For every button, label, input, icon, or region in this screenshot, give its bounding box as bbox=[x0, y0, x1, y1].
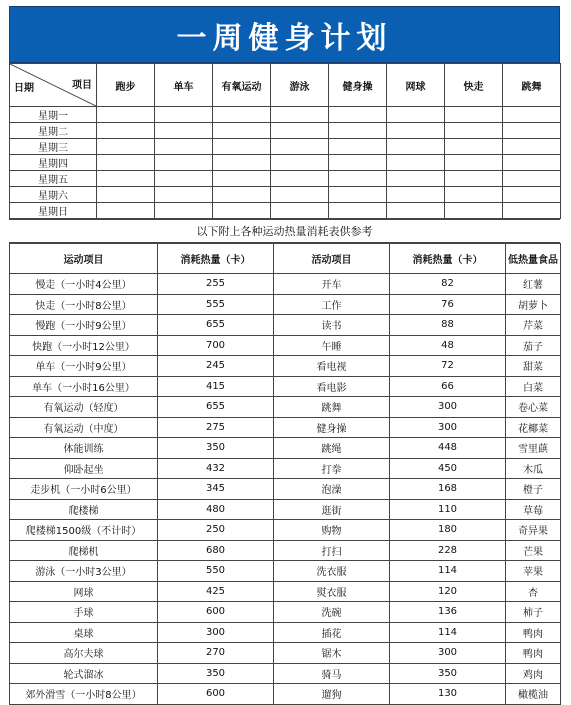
table-cell: 350 bbox=[158, 663, 274, 684]
plan-cell[interactable] bbox=[445, 171, 503, 187]
table-cell: 仰卧起坐 bbox=[10, 458, 158, 479]
table-cell: 跳绳 bbox=[274, 438, 390, 459]
day-label: 星期四 bbox=[10, 155, 97, 171]
table-cell: 555 bbox=[158, 294, 274, 315]
calorie-column-header: 运动项目 bbox=[10, 244, 158, 274]
table-cell: 卷心菜 bbox=[506, 397, 561, 418]
plan-column-header: 游泳 bbox=[271, 64, 329, 107]
table-row bbox=[10, 274, 561, 295]
table-cell: 275 bbox=[158, 417, 274, 438]
table-cell: 鸭肉 bbox=[506, 643, 561, 664]
table-cell: 168 bbox=[390, 479, 506, 500]
table-cell: 开车 bbox=[274, 274, 390, 295]
plan-cell[interactable] bbox=[445, 155, 503, 171]
table-cell: 高尔夫球 bbox=[10, 643, 158, 664]
plan-cell[interactable] bbox=[155, 155, 213, 171]
table-cell: 655 bbox=[158, 315, 274, 336]
table-cell: 桌球 bbox=[10, 622, 158, 643]
table-cell: 熨衣服 bbox=[274, 581, 390, 602]
plan-cell[interactable] bbox=[97, 123, 155, 139]
plan-cell[interactable] bbox=[445, 187, 503, 203]
plan-column-header: 快走 bbox=[445, 64, 503, 107]
table-cell: 114 bbox=[390, 622, 506, 643]
plan-cell[interactable] bbox=[97, 155, 155, 171]
table-cell: 114 bbox=[390, 561, 506, 582]
table-cell: 鸡肉 bbox=[506, 663, 561, 684]
table-cell: 600 bbox=[158, 602, 274, 623]
plan-cell[interactable] bbox=[271, 187, 329, 203]
plan-cell[interactable] bbox=[503, 203, 561, 219]
table-cell: 300 bbox=[390, 397, 506, 418]
plan-cell[interactable] bbox=[271, 155, 329, 171]
table-cell: 手球 bbox=[10, 602, 158, 623]
table-row bbox=[10, 581, 561, 602]
table-cell: 奇异果 bbox=[506, 520, 561, 541]
plan-cell[interactable] bbox=[329, 155, 387, 171]
table-row bbox=[10, 499, 561, 520]
table-cell: 爬梯机 bbox=[10, 540, 158, 561]
table-row bbox=[10, 561, 561, 582]
table-cell: 读书 bbox=[274, 315, 390, 336]
table-cell: 700 bbox=[158, 335, 274, 356]
day-label: 星期六 bbox=[10, 187, 97, 203]
fitness-plan-sheet bbox=[9, 6, 560, 705]
table-cell: 跳舞 bbox=[274, 397, 390, 418]
table-cell: 轮式溜冰 bbox=[10, 663, 158, 684]
plan-cell[interactable] bbox=[155, 107, 213, 123]
table-cell: 鸭肉 bbox=[506, 622, 561, 643]
table-row bbox=[10, 438, 561, 459]
plan-cell[interactable] bbox=[213, 203, 271, 219]
table-cell: 350 bbox=[390, 663, 506, 684]
plan-cell[interactable] bbox=[97, 107, 155, 123]
table-cell: 655 bbox=[158, 397, 274, 418]
table-cell: 72 bbox=[390, 356, 506, 377]
plan-cell[interactable] bbox=[271, 203, 329, 219]
table-cell: 白菜 bbox=[506, 376, 561, 397]
table-cell: 苹果 bbox=[506, 561, 561, 582]
table-row bbox=[10, 602, 561, 623]
plan-cell[interactable] bbox=[387, 139, 445, 155]
table-cell: 432 bbox=[158, 458, 274, 479]
table-cell: 130 bbox=[390, 684, 506, 705]
table-cell: 180 bbox=[390, 520, 506, 541]
table-cell: 茄子 bbox=[506, 335, 561, 356]
table-row bbox=[10, 458, 561, 479]
table-cell: 逛街 bbox=[274, 499, 390, 520]
table-cell: 花椰菜 bbox=[506, 417, 561, 438]
table-cell: 有氧运动（中度） bbox=[10, 417, 158, 438]
table-cell: 看电影 bbox=[274, 376, 390, 397]
table-cell: 245 bbox=[158, 356, 274, 377]
table-row bbox=[10, 315, 561, 336]
table-cell: 体能训练 bbox=[10, 438, 158, 459]
table-cell: 柿子 bbox=[506, 602, 561, 623]
table-cell: 单车（一小时9公里） bbox=[10, 356, 158, 377]
table-cell: 洗碗 bbox=[274, 602, 390, 623]
plan-cell[interactable] bbox=[271, 107, 329, 123]
reference-note: 以下附上各种运动热量消耗表供参考 bbox=[9, 220, 560, 243]
note-table bbox=[9, 219, 560, 243]
table-cell: 255 bbox=[158, 274, 274, 295]
plan-cell[interactable] bbox=[445, 107, 503, 123]
table-cell: 慢走（一小时4公里） bbox=[10, 274, 158, 295]
plan-cell[interactable] bbox=[271, 123, 329, 139]
table-cell: 快走（一小时8公里） bbox=[10, 294, 158, 315]
plan-header-row bbox=[10, 64, 561, 107]
table-cell: 橙子 bbox=[506, 479, 561, 500]
table-cell: 芹菜 bbox=[506, 315, 561, 336]
table-cell: 425 bbox=[158, 581, 274, 602]
calorie-table bbox=[9, 243, 561, 705]
table-row bbox=[10, 335, 561, 356]
day-label: 星期三 bbox=[10, 139, 97, 155]
plan-cell[interactable] bbox=[213, 123, 271, 139]
plan-cell[interactable] bbox=[387, 171, 445, 187]
plan-cell[interactable] bbox=[329, 123, 387, 139]
corner-header-cell bbox=[10, 64, 97, 107]
table-cell: 66 bbox=[390, 376, 506, 397]
table-cell: 450 bbox=[390, 458, 506, 479]
plan-cell[interactable] bbox=[97, 187, 155, 203]
table-row bbox=[10, 417, 561, 438]
table-cell: 480 bbox=[158, 499, 274, 520]
plan-cell[interactable] bbox=[445, 139, 503, 155]
plan-day-row bbox=[10, 187, 561, 203]
calorie-column-header: 活动项目 bbox=[274, 244, 390, 274]
plan-column-header: 跳舞 bbox=[503, 64, 561, 107]
plan-cell[interactable] bbox=[271, 139, 329, 155]
table-cell: 购物 bbox=[274, 520, 390, 541]
table-cell: 工作 bbox=[274, 294, 390, 315]
plan-day-row bbox=[10, 123, 561, 139]
table-cell: 红薯 bbox=[506, 274, 561, 295]
table-cell: 600 bbox=[158, 684, 274, 705]
table-cell: 午睡 bbox=[274, 335, 390, 356]
table-row bbox=[10, 663, 561, 684]
plan-cell[interactable] bbox=[329, 203, 387, 219]
table-cell: 有氧运动（轻度） bbox=[10, 397, 158, 418]
table-cell: 82 bbox=[390, 274, 506, 295]
calorie-column-header: 消耗热量（卡） bbox=[158, 244, 274, 274]
table-cell: 木瓜 bbox=[506, 458, 561, 479]
plan-cell[interactable] bbox=[503, 155, 561, 171]
plan-cell[interactable] bbox=[387, 123, 445, 139]
plan-cell[interactable] bbox=[503, 187, 561, 203]
plan-cell[interactable] bbox=[387, 203, 445, 219]
plan-cell[interactable] bbox=[155, 187, 213, 203]
table-cell: 88 bbox=[390, 315, 506, 336]
table-cell: 慢跑（一小时9公里） bbox=[10, 315, 158, 336]
table-cell: 骑马 bbox=[274, 663, 390, 684]
table-row bbox=[10, 397, 561, 418]
table-cell: 爬楼梯 bbox=[10, 499, 158, 520]
table-cell: 遛狗 bbox=[274, 684, 390, 705]
plan-day-row bbox=[10, 203, 561, 219]
plan-cell[interactable] bbox=[155, 203, 213, 219]
plan-cell[interactable] bbox=[155, 139, 213, 155]
table-cell: 单车（一小时16公里） bbox=[10, 376, 158, 397]
table-cell: 打扫 bbox=[274, 540, 390, 561]
table-cell: 448 bbox=[390, 438, 506, 459]
table-cell: 健身操 bbox=[274, 417, 390, 438]
table-cell: 走步机（一小时6公里） bbox=[10, 479, 158, 500]
plan-cell[interactable] bbox=[155, 171, 213, 187]
plan-cell[interactable] bbox=[503, 107, 561, 123]
plan-cell[interactable] bbox=[271, 171, 329, 187]
table-row bbox=[10, 356, 561, 377]
day-label: 星期一 bbox=[10, 107, 97, 123]
table-cell: 洗衣服 bbox=[274, 561, 390, 582]
table-cell: 爬楼梯1500级（不计时） bbox=[10, 520, 158, 541]
table-cell: 网球 bbox=[10, 581, 158, 602]
plan-column-header: 网球 bbox=[387, 64, 445, 107]
plan-cell[interactable] bbox=[213, 139, 271, 155]
title-banner bbox=[9, 6, 560, 63]
plan-cell[interactable] bbox=[503, 123, 561, 139]
plan-day-row bbox=[10, 139, 561, 155]
day-label: 星期五 bbox=[10, 171, 97, 187]
plan-cell[interactable] bbox=[445, 203, 503, 219]
table-cell: 胡萝卜 bbox=[506, 294, 561, 315]
table-cell: 136 bbox=[390, 602, 506, 623]
table-row bbox=[10, 294, 561, 315]
table-row bbox=[10, 479, 561, 500]
plan-cell[interactable] bbox=[329, 171, 387, 187]
day-label: 星期日 bbox=[10, 203, 97, 219]
plan-cell[interactable] bbox=[387, 107, 445, 123]
table-cell: 雪里蕻 bbox=[506, 438, 561, 459]
plan-cell[interactable] bbox=[503, 171, 561, 187]
table-cell: 郊外滑雪（一小时8公里） bbox=[10, 684, 158, 705]
table-cell: 250 bbox=[158, 520, 274, 541]
table-cell: 泡澡 bbox=[274, 479, 390, 500]
table-cell: 杏 bbox=[506, 581, 561, 602]
table-row bbox=[10, 520, 561, 541]
table-cell: 锯木 bbox=[274, 643, 390, 664]
plan-cell[interactable] bbox=[213, 171, 271, 187]
plan-cell[interactable] bbox=[97, 171, 155, 187]
table-row bbox=[10, 540, 561, 561]
table-cell: 插花 bbox=[274, 622, 390, 643]
plan-cell[interactable] bbox=[155, 123, 213, 139]
plan-cell[interactable] bbox=[329, 139, 387, 155]
plan-cell[interactable] bbox=[213, 107, 271, 123]
plan-cell[interactable] bbox=[213, 155, 271, 171]
corner-date-label: 日期 bbox=[14, 83, 34, 94]
table-cell: 快跑（一小时12公里） bbox=[10, 335, 158, 356]
table-cell: 草莓 bbox=[506, 499, 561, 520]
table-cell: 228 bbox=[390, 540, 506, 561]
plan-cell[interactable] bbox=[213, 187, 271, 203]
plan-cell[interactable] bbox=[97, 139, 155, 155]
table-cell: 415 bbox=[158, 376, 274, 397]
table-row bbox=[10, 643, 561, 664]
plan-column-header: 跑步 bbox=[97, 64, 155, 107]
plan-cell[interactable] bbox=[503, 139, 561, 155]
day-label: 星期二 bbox=[10, 123, 97, 139]
plan-cell[interactable] bbox=[97, 203, 155, 219]
plan-cell[interactable] bbox=[329, 107, 387, 123]
corner-item-label: 项目 bbox=[72, 80, 92, 91]
plan-cell[interactable] bbox=[387, 187, 445, 203]
table-cell: 550 bbox=[158, 561, 274, 582]
plan-cell[interactable] bbox=[329, 187, 387, 203]
table-cell: 270 bbox=[158, 643, 274, 664]
plan-cell[interactable] bbox=[387, 155, 445, 171]
table-cell: 300 bbox=[158, 622, 274, 643]
calorie-column-header: 消耗热量（卡） bbox=[390, 244, 506, 274]
table-row bbox=[10, 376, 561, 397]
plan-column-header: 健身操 bbox=[329, 64, 387, 107]
table-cell: 350 bbox=[158, 438, 274, 459]
plan-column-header: 单车 bbox=[155, 64, 213, 107]
table-cell: 110 bbox=[390, 499, 506, 520]
plan-day-row bbox=[10, 155, 561, 171]
table-cell: 甜菜 bbox=[506, 356, 561, 377]
table-cell: 120 bbox=[390, 581, 506, 602]
page-title: 一周健身计划 bbox=[176, 20, 393, 56]
calorie-column-header: 低热量食品 bbox=[506, 244, 561, 274]
table-cell: 345 bbox=[158, 479, 274, 500]
weekly-plan-table bbox=[9, 63, 561, 219]
plan-day-row bbox=[10, 107, 561, 123]
table-cell: 游泳（一小时3公里） bbox=[10, 561, 158, 582]
table-cell: 300 bbox=[390, 417, 506, 438]
table-row bbox=[10, 684, 561, 705]
table-cell: 680 bbox=[158, 540, 274, 561]
plan-column-header: 有氧运动 bbox=[213, 64, 271, 107]
note-row bbox=[9, 220, 560, 243]
table-row bbox=[10, 622, 561, 643]
table-cell: 芒果 bbox=[506, 540, 561, 561]
calorie-header-row bbox=[10, 244, 561, 274]
table-cell: 48 bbox=[390, 335, 506, 356]
table-cell: 300 bbox=[390, 643, 506, 664]
table-cell: 看电视 bbox=[274, 356, 390, 377]
table-cell: 打拳 bbox=[274, 458, 390, 479]
table-cell: 76 bbox=[390, 294, 506, 315]
plan-cell[interactable] bbox=[445, 123, 503, 139]
plan-day-row bbox=[10, 171, 561, 187]
table-cell: 橄榄油 bbox=[506, 684, 561, 705]
